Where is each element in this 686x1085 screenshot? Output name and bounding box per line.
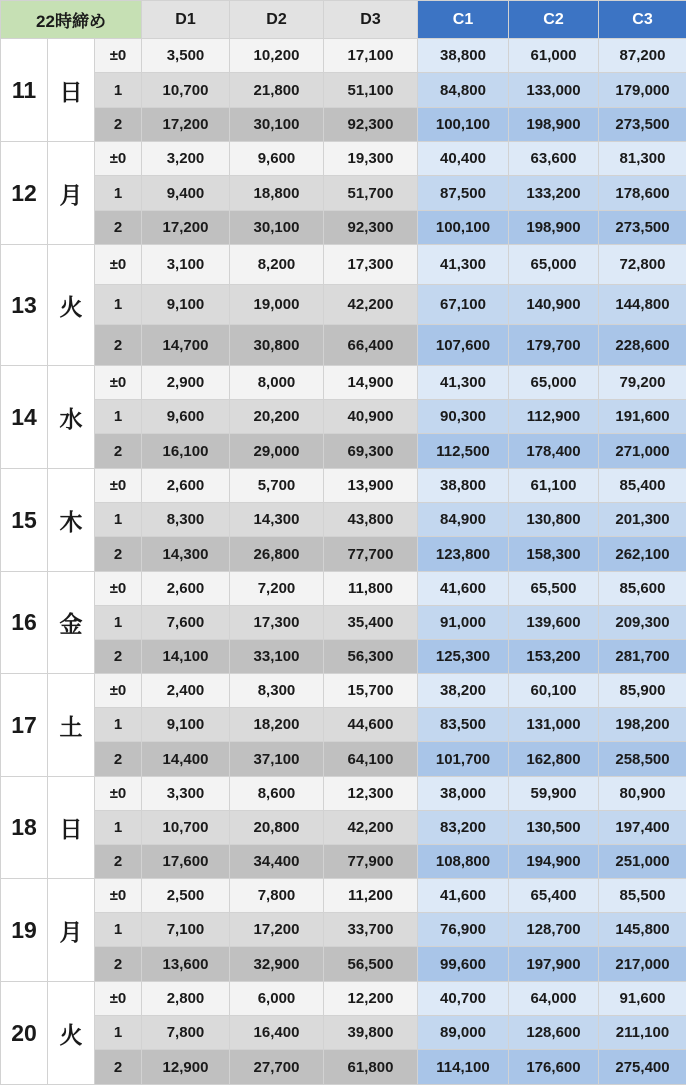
c2-value: 176,600 <box>509 1050 599 1085</box>
d3-value: 42,200 <box>324 285 418 325</box>
table-row <box>1 674 686 708</box>
table-body <box>1 39 686 1085</box>
c2-value: 61,100 <box>509 469 599 503</box>
d3-value: 13,900 <box>324 469 418 503</box>
offset-label: 2 <box>95 325 142 366</box>
d1-value: 14,700 <box>142 325 230 366</box>
table-row <box>1 811 686 845</box>
weekday-cell: 火 <box>48 245 95 366</box>
c2-value: 64,000 <box>509 982 599 1016</box>
d3-value: 12,200 <box>324 982 418 1016</box>
offset-label: 1 <box>95 913 142 947</box>
d2-value: 30,100 <box>230 211 324 245</box>
table-row <box>1 325 686 366</box>
d1-value: 2,600 <box>142 572 230 606</box>
c1-value: 107,600 <box>418 325 509 366</box>
d2-value: 19,000 <box>230 285 324 325</box>
table-row <box>1 1016 686 1050</box>
table-row <box>1 879 686 913</box>
c3-value: 178,600 <box>599 176 686 211</box>
d3-value: 43,800 <box>324 503 418 537</box>
d1-value: 2,500 <box>142 879 230 913</box>
offset-label: ±0 <box>95 572 142 606</box>
d1-value: 16,100 <box>142 434 230 469</box>
offset-label: 1 <box>95 811 142 845</box>
c3-value: 179,000 <box>599 73 686 108</box>
table-row <box>1 245 686 285</box>
c1-value: 40,400 <box>418 142 509 176</box>
offset-label: 1 <box>95 176 142 211</box>
col-header-c2: C2 <box>509 1 599 39</box>
c1-value: 89,000 <box>418 1016 509 1050</box>
table-row <box>1 640 686 674</box>
d2-value: 30,800 <box>230 325 324 366</box>
c1-value: 125,300 <box>418 640 509 674</box>
offset-label: 2 <box>95 742 142 777</box>
c1-value: 84,800 <box>418 73 509 108</box>
table-row <box>1 39 686 73</box>
d2-value: 33,100 <box>230 640 324 674</box>
offset-label: 2 <box>95 947 142 982</box>
weekday-cell: 日 <box>48 39 95 142</box>
d2-value: 37,100 <box>230 742 324 777</box>
d3-value: 11,800 <box>324 572 418 606</box>
offset-label: 1 <box>95 400 142 434</box>
d3-value: 33,700 <box>324 913 418 947</box>
weekday-cell: 日 <box>48 777 95 879</box>
d3-value: 61,800 <box>324 1050 418 1085</box>
col-header-d3: D3 <box>324 1 418 39</box>
weekday-cell: 月 <box>48 879 95 982</box>
d3-value: 64,100 <box>324 742 418 777</box>
d3-value: 15,700 <box>324 674 418 708</box>
day-cell: 13 <box>1 245 48 366</box>
offset-label: 2 <box>95 434 142 469</box>
c2-value: 112,900 <box>509 400 599 434</box>
d3-value: 40,900 <box>324 400 418 434</box>
d1-value: 17,600 <box>142 845 230 879</box>
table-row <box>1 742 686 777</box>
table-row <box>1 845 686 879</box>
offset-label: 1 <box>95 503 142 537</box>
d3-value: 77,900 <box>324 845 418 879</box>
d2-value: 16,400 <box>230 1016 324 1050</box>
c2-value: 179,700 <box>509 325 599 366</box>
offset-label: 2 <box>95 1050 142 1085</box>
c3-value: 81,300 <box>599 142 686 176</box>
c1-value: 67,100 <box>418 285 509 325</box>
d2-value: 9,600 <box>230 142 324 176</box>
weekday-cell: 火 <box>48 982 95 1085</box>
table-row <box>1 434 686 469</box>
d1-value: 3,300 <box>142 777 230 811</box>
c2-value: 65,000 <box>509 245 599 285</box>
d3-value: 39,800 <box>324 1016 418 1050</box>
d1-value: 2,600 <box>142 469 230 503</box>
c3-value: 197,400 <box>599 811 686 845</box>
d3-value: 35,400 <box>324 606 418 640</box>
offset-label: 2 <box>95 845 142 879</box>
col-header-c1: C1 <box>418 1 509 39</box>
c3-value: 85,600 <box>599 572 686 606</box>
c2-value: 130,500 <box>509 811 599 845</box>
c2-value: 128,600 <box>509 1016 599 1050</box>
c3-value: 273,500 <box>599 211 686 245</box>
c3-value: 198,200 <box>599 708 686 742</box>
c2-value: 65,400 <box>509 879 599 913</box>
c3-value: 251,000 <box>599 845 686 879</box>
c2-value: 194,900 <box>509 845 599 879</box>
table-row <box>1 537 686 572</box>
d3-value: 44,600 <box>324 708 418 742</box>
weekday-cell: 木 <box>48 469 95 572</box>
table-row <box>1 142 686 176</box>
table-row <box>1 708 686 742</box>
d1-value: 10,700 <box>142 73 230 108</box>
d1-value: 9,100 <box>142 708 230 742</box>
c2-value: 65,000 <box>509 366 599 400</box>
c3-value: 262,100 <box>599 537 686 572</box>
day-cell: 15 <box>1 469 48 572</box>
c3-value: 217,000 <box>599 947 686 982</box>
day-cell: 20 <box>1 982 48 1085</box>
d2-value: 8,600 <box>230 777 324 811</box>
d2-value: 32,900 <box>230 947 324 982</box>
c2-value: 61,000 <box>509 39 599 73</box>
offset-label: 1 <box>95 1016 142 1050</box>
d1-value: 7,800 <box>142 1016 230 1050</box>
c1-value: 99,600 <box>418 947 509 982</box>
col-header-d1: D1 <box>142 1 230 39</box>
c3-value: 281,700 <box>599 640 686 674</box>
c2-value: 133,200 <box>509 176 599 211</box>
d1-value: 14,300 <box>142 537 230 572</box>
d1-value: 9,400 <box>142 176 230 211</box>
table-row <box>1 503 686 537</box>
c3-value: 85,400 <box>599 469 686 503</box>
c2-value: 197,900 <box>509 947 599 982</box>
c3-value: 275,400 <box>599 1050 686 1085</box>
d2-value: 26,800 <box>230 537 324 572</box>
d3-value: 42,200 <box>324 811 418 845</box>
day-cell: 12 <box>1 142 48 245</box>
table-row <box>1 176 686 211</box>
header-row <box>1 1 686 39</box>
table-row <box>1 73 686 108</box>
d1-value: 8,300 <box>142 503 230 537</box>
d1-value: 9,600 <box>142 400 230 434</box>
d1-value: 12,900 <box>142 1050 230 1085</box>
table-row <box>1 1050 686 1085</box>
d2-value: 8,200 <box>230 245 324 285</box>
offset-label: ±0 <box>95 469 142 503</box>
table-row <box>1 211 686 245</box>
c3-value: 87,200 <box>599 39 686 73</box>
c2-value: 162,800 <box>509 742 599 777</box>
d3-value: 77,700 <box>324 537 418 572</box>
offset-label: 2 <box>95 211 142 245</box>
table-row <box>1 366 686 400</box>
c2-value: 130,800 <box>509 503 599 537</box>
offset-label: ±0 <box>95 982 142 1016</box>
d2-value: 5,700 <box>230 469 324 503</box>
d2-value: 17,300 <box>230 606 324 640</box>
c1-value: 41,600 <box>418 572 509 606</box>
c1-value: 123,800 <box>418 537 509 572</box>
d1-value: 14,100 <box>142 640 230 674</box>
d2-value: 21,800 <box>230 73 324 108</box>
c1-value: 100,100 <box>418 108 509 142</box>
d1-value: 17,200 <box>142 108 230 142</box>
table-row <box>1 982 686 1016</box>
d1-value: 2,400 <box>142 674 230 708</box>
offset-label: 1 <box>95 285 142 325</box>
offset-label: ±0 <box>95 366 142 400</box>
offset-label: 2 <box>95 108 142 142</box>
c1-value: 91,000 <box>418 606 509 640</box>
col-header-d2: D2 <box>230 1 324 39</box>
c1-value: 83,500 <box>418 708 509 742</box>
c3-value: 191,600 <box>599 400 686 434</box>
d3-value: 19,300 <box>324 142 418 176</box>
d3-value: 12,300 <box>324 777 418 811</box>
offset-label: 1 <box>95 73 142 108</box>
d2-value: 18,800 <box>230 176 324 211</box>
c2-value: 139,600 <box>509 606 599 640</box>
c3-value: 79,200 <box>599 366 686 400</box>
c3-value: 145,800 <box>599 913 686 947</box>
table-row <box>1 400 686 434</box>
c2-value: 153,200 <box>509 640 599 674</box>
c2-value: 140,900 <box>509 285 599 325</box>
c3-value: 273,500 <box>599 108 686 142</box>
d2-value: 30,100 <box>230 108 324 142</box>
c3-value: 228,600 <box>599 325 686 366</box>
d2-value: 18,200 <box>230 708 324 742</box>
d2-value: 17,200 <box>230 913 324 947</box>
d3-value: 17,100 <box>324 39 418 73</box>
offset-label: ±0 <box>95 879 142 913</box>
c1-value: 83,200 <box>418 811 509 845</box>
c3-value: 271,000 <box>599 434 686 469</box>
offset-label: ±0 <box>95 245 142 285</box>
table-row <box>1 285 686 325</box>
d1-value: 14,400 <box>142 742 230 777</box>
table-row <box>1 777 686 811</box>
d2-value: 29,000 <box>230 434 324 469</box>
c1-value: 108,800 <box>418 845 509 879</box>
d2-value: 8,000 <box>230 366 324 400</box>
c1-value: 101,700 <box>418 742 509 777</box>
c1-value: 41,600 <box>418 879 509 913</box>
d1-value: 2,800 <box>142 982 230 1016</box>
c3-value: 144,800 <box>599 285 686 325</box>
d2-value: 20,200 <box>230 400 324 434</box>
c2-value: 178,400 <box>509 434 599 469</box>
d3-value: 92,300 <box>324 211 418 245</box>
c2-value: 158,300 <box>509 537 599 572</box>
offset-label: 1 <box>95 708 142 742</box>
c2-value: 198,900 <box>509 211 599 245</box>
d2-value: 14,300 <box>230 503 324 537</box>
day-cell: 16 <box>1 572 48 674</box>
c1-value: 38,200 <box>418 674 509 708</box>
day-cell: 19 <box>1 879 48 982</box>
c1-value: 41,300 <box>418 245 509 285</box>
weekday-cell: 金 <box>48 572 95 674</box>
c3-value: 85,500 <box>599 879 686 913</box>
offset-label: 2 <box>95 640 142 674</box>
weekday-cell: 水 <box>48 366 95 469</box>
offset-label: ±0 <box>95 674 142 708</box>
c1-value: 112,500 <box>418 434 509 469</box>
weekday-cell: 月 <box>48 142 95 245</box>
c2-value: 65,500 <box>509 572 599 606</box>
day-cell: 17 <box>1 674 48 777</box>
c1-value: 38,000 <box>418 777 509 811</box>
offset-label: ±0 <box>95 39 142 73</box>
day-cell: 14 <box>1 366 48 469</box>
day-cell: 18 <box>1 777 48 879</box>
c2-value: 59,900 <box>509 777 599 811</box>
d1-value: 3,200 <box>142 142 230 176</box>
c2-value: 63,600 <box>509 142 599 176</box>
d2-value: 20,800 <box>230 811 324 845</box>
d3-value: 69,300 <box>324 434 418 469</box>
d1-value: 9,100 <box>142 285 230 325</box>
offset-label: ±0 <box>95 142 142 176</box>
d3-value: 11,200 <box>324 879 418 913</box>
d1-value: 7,600 <box>142 606 230 640</box>
offset-label: 2 <box>95 537 142 572</box>
c3-value: 211,100 <box>599 1016 686 1050</box>
c1-value: 100,100 <box>418 211 509 245</box>
d2-value: 8,300 <box>230 674 324 708</box>
offset-label: ±0 <box>95 777 142 811</box>
c1-value: 41,300 <box>418 366 509 400</box>
d2-value: 7,200 <box>230 572 324 606</box>
d2-value: 6,000 <box>230 982 324 1016</box>
table-row <box>1 913 686 947</box>
c2-value: 133,000 <box>509 73 599 108</box>
table-row <box>1 469 686 503</box>
c3-value: 258,500 <box>599 742 686 777</box>
c3-value: 209,300 <box>599 606 686 640</box>
c3-value: 80,900 <box>599 777 686 811</box>
d3-value: 56,500 <box>324 947 418 982</box>
c1-value: 38,800 <box>418 469 509 503</box>
d2-value: 27,700 <box>230 1050 324 1085</box>
d1-value: 3,500 <box>142 39 230 73</box>
c1-value: 38,800 <box>418 39 509 73</box>
cutoff-header: 22時締め <box>1 1 142 39</box>
c2-value: 60,100 <box>509 674 599 708</box>
table-row <box>1 108 686 142</box>
d3-value: 92,300 <box>324 108 418 142</box>
table-row <box>1 947 686 982</box>
c1-value: 84,900 <box>418 503 509 537</box>
d3-value: 17,300 <box>324 245 418 285</box>
offset-label: 1 <box>95 606 142 640</box>
d1-value: 10,700 <box>142 811 230 845</box>
d2-value: 34,400 <box>230 845 324 879</box>
weekday-cell: 土 <box>48 674 95 777</box>
d1-value: 2,900 <box>142 366 230 400</box>
c3-value: 91,600 <box>599 982 686 1016</box>
day-cell: 11 <box>1 39 48 142</box>
c1-value: 76,900 <box>418 913 509 947</box>
c1-value: 90,300 <box>418 400 509 434</box>
d1-value: 17,200 <box>142 211 230 245</box>
d3-value: 56,300 <box>324 640 418 674</box>
table-row <box>1 606 686 640</box>
d1-value: 13,600 <box>142 947 230 982</box>
c3-value: 201,300 <box>599 503 686 537</box>
c2-value: 131,000 <box>509 708 599 742</box>
d3-value: 51,700 <box>324 176 418 211</box>
c1-value: 114,100 <box>418 1050 509 1085</box>
c3-value: 72,800 <box>599 245 686 285</box>
c2-value: 198,900 <box>509 108 599 142</box>
c1-value: 87,500 <box>418 176 509 211</box>
c2-value: 128,700 <box>509 913 599 947</box>
d3-value: 51,100 <box>324 73 418 108</box>
c1-value: 40,700 <box>418 982 509 1016</box>
d2-value: 7,800 <box>230 879 324 913</box>
d1-value: 3,100 <box>142 245 230 285</box>
table-row <box>1 572 686 606</box>
d3-value: 66,400 <box>324 325 418 366</box>
col-header-c3: C3 <box>599 1 686 39</box>
d1-value: 7,100 <box>142 913 230 947</box>
d3-value: 14,900 <box>324 366 418 400</box>
d2-value: 10,200 <box>230 39 324 73</box>
c3-value: 85,900 <box>599 674 686 708</box>
